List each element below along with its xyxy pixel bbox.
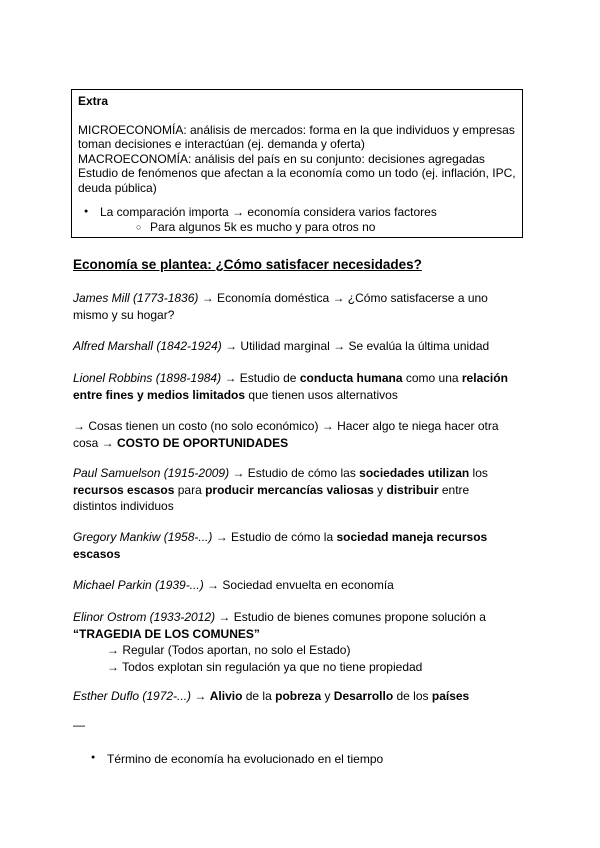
extra-line-macro: MACROECONOMÍA: análisis del país en su conjunto: decisiones agregadas — [78, 151, 485, 166]
extra-bullet: ● La comparación importa → economía considera varios factores — [78, 205, 516, 220]
extra-subbullet: ○ Para algunos 5k es mucho y para otros no — [78, 220, 516, 235]
author-samuelson: Paul Samuelson (1915-2009) — [73, 466, 230, 480]
entry-parkin: Michael Parkin (1939-...) → Sociedad envuelta en economía — [73, 578, 394, 592]
entry-samuelson: Paul Samuelson (1915-2009) → Estudio de cómo las sociedades utilizan los recursos escasos para producir mercancías valiosas y distribuir entre distintos individuos — [73, 466, 488, 513]
author-robbins: Lionel Robbins (1898-1984) — [73, 371, 222, 385]
author-marshall: Alfred Marshall (1842-1924) — [73, 339, 222, 353]
author-mill: James Mill (1773-1836) — [73, 291, 199, 305]
author-parkin: Michael Parkin (1939-...) — [73, 578, 204, 592]
author-ostrom: Elinor Ostrom (1933-2012) — [73, 610, 216, 624]
closing-bullet: ● Término de economía ha evolucionado en el tiempo — [107, 752, 383, 766]
extra-line-micro: MICROECONOMÍA: análisis de mercados: forma en la que individuos y empresas toman decisiones e interactúan (ej. demanda y oferta) — [78, 122, 515, 151]
entry-duflo: Esther Duflo (1972-...) → Alivio de la pobreza y Desarrollo de los países — [73, 689, 470, 703]
author-mankiw: Gregory Mankiw (1958-...) — [73, 530, 213, 544]
extra-box — [71, 89, 523, 238]
author-duflo: Esther Duflo (1972-...) — [73, 689, 192, 703]
ostrom-sub-regular: → Regular (Todos aportan, no solo el Estado) — [107, 643, 351, 657]
separator-dash: — — [73, 718, 85, 732]
extra-title: Extra — [78, 94, 109, 108]
entry-mankiw: Gregory Mankiw (1958-...) → Estudio de cómo la sociedad maneja recursos escasos — [73, 530, 488, 561]
entry-marshall: Alfred Marshall (1842-1924) → Utilidad marginal → Se evalúa la última unidad — [73, 339, 490, 353]
entry-robbins: Lionel Robbins (1898-1984) → Estudio de conducta humana como una relación entre fines y medios limitados que tienen usos alternativos — [73, 371, 508, 402]
entry-costo-oportunidad: → Cosas tienen un costo (no solo económico) → Hacer algo te niega hacer otra cosa → COSTO DE OPORTUNIDADES — [73, 419, 499, 450]
entry-ostrom: Elinor Ostrom (1933-2012) → Estudio de bienes comunes propone solución a “TRAGEDIA DE LOS COMUNES” → Regular (Todos aportan, no solo el Estado) → Todos explotan sin regulación ya que no tiene propiedad — [73, 609, 513, 675]
extra-line-fenomenos: Estudio de fenómenos que afectan a la economía como un todo (ej. inflación, IPC, deuda pública) — [78, 166, 516, 195]
entry-mill: James Mill (1773-1836) → Economía doméstica → ¿Cómo satisfacerse a uno mismo y su hogar? — [73, 291, 488, 322]
section-heading: Economía se plantea: ¿Cómo satisfacer necesidades? — [73, 257, 422, 272]
ostrom-sub-explotan: → Todos explotan sin regulación ya que no tiene propiedad — [107, 659, 423, 674]
